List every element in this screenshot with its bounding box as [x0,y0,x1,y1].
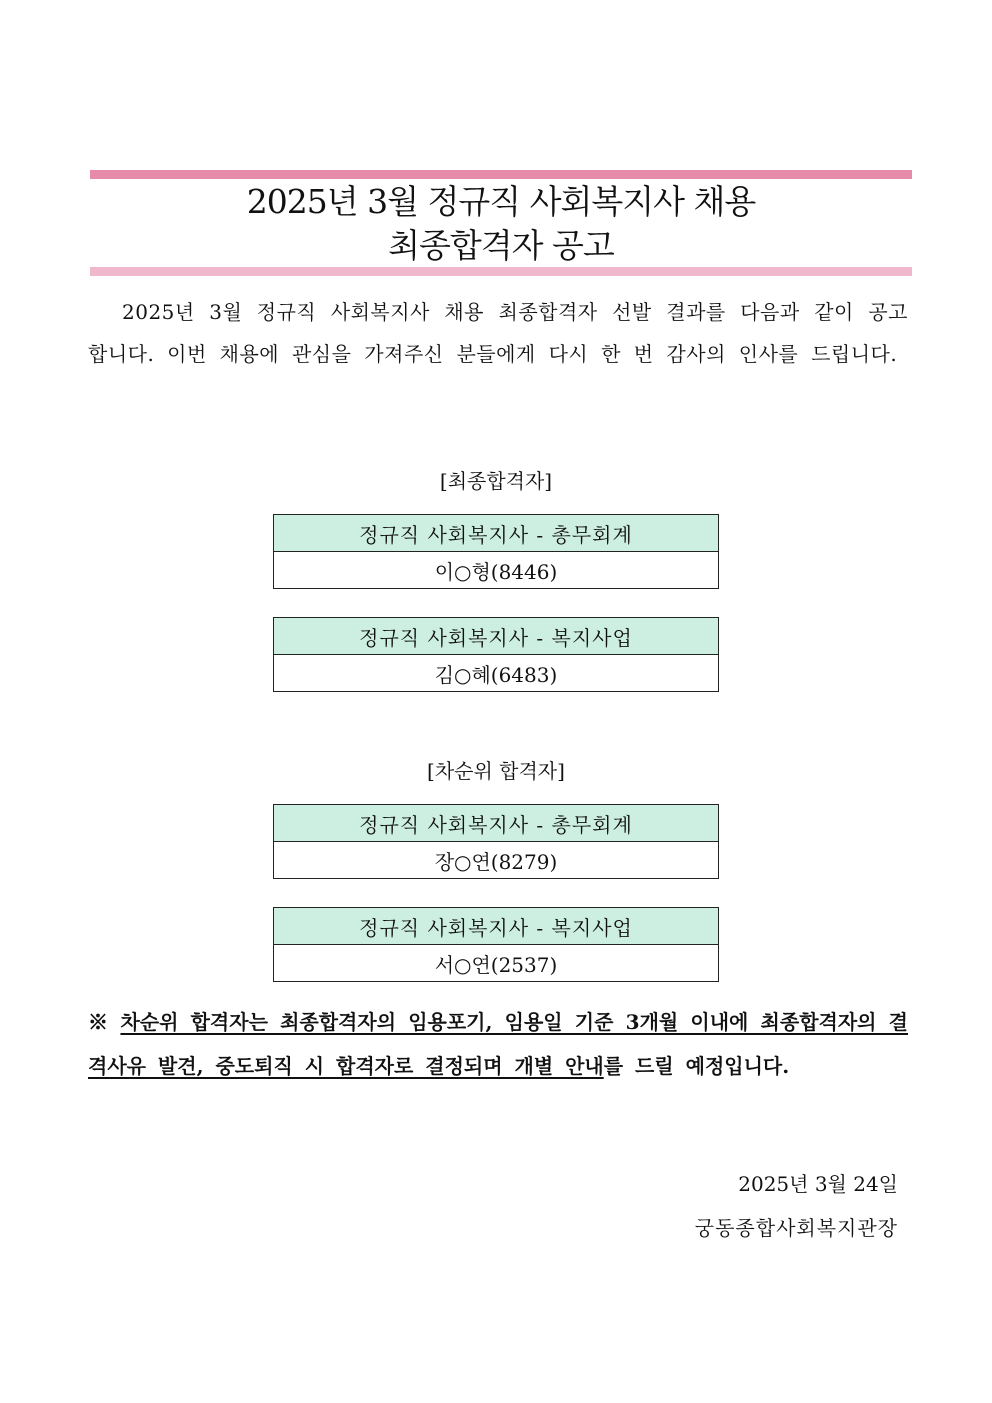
notice-rest: 를 드릴 예정입니다. [603,1054,790,1078]
intro-paragraph: 2025년 3월 정규직 사회복지사 채용 최종합격자 선발 결과를 다음과 같이 공고합니다. 이번 채용에 관심을 가져주신 분들에게 다시 한 번 감사의 인사를 드립니다. [88,300,908,366]
runnerup-table-2-name: 서○연(2537) [274,945,719,982]
organization-name: 궁동종합사회복지관장 [694,1216,898,1240]
runnerup-table-1-name: 장○연(8279) [274,842,719,879]
final-heading: [최종합격자] [439,469,553,493]
title-bottom-rule [90,267,912,276]
reference-mark: ※ [88,1010,109,1034]
final-table-1-position: 정규직 사회복지사 - 총무회계 [274,515,719,552]
final-table-1-name: 이○형(8446) [274,552,719,589]
runnerup-table-2 [273,907,719,982]
notice-paragraph [88,1000,908,1088]
final-table-1 [273,514,719,589]
final-table-2-name: 김○혜(6483) [274,655,719,692]
final-table-2 [273,617,719,692]
notice-underlined: 차순위 합격자는 최종합격자의 임용포기, 임용일 기준 3개월 이내에 최종합격자의 결격사유 발견, 중도퇴직 시 합격자로 결정되며 개별 안내 [88,1010,908,1078]
title-line-2: 최종합격자 공고 [388,226,614,265]
runnerup-heading: [차순위 합격자] [427,759,565,783]
runnerup-table-1 [273,804,719,879]
announcement-date: 2025년 3월 24일 [738,1172,898,1196]
runnerup-table-2-position: 정규직 사회복지사 - 복지사업 [274,908,719,945]
title-top-rule [90,170,912,179]
final-table-2-position: 정규직 사회복지사 - 복지사업 [274,618,719,655]
title-line-1: 2025년 3월 정규직 사회복지사 채용 [246,182,756,221]
runnerup-table-1-position: 정규직 사회복지사 - 총무회계 [274,805,719,842]
